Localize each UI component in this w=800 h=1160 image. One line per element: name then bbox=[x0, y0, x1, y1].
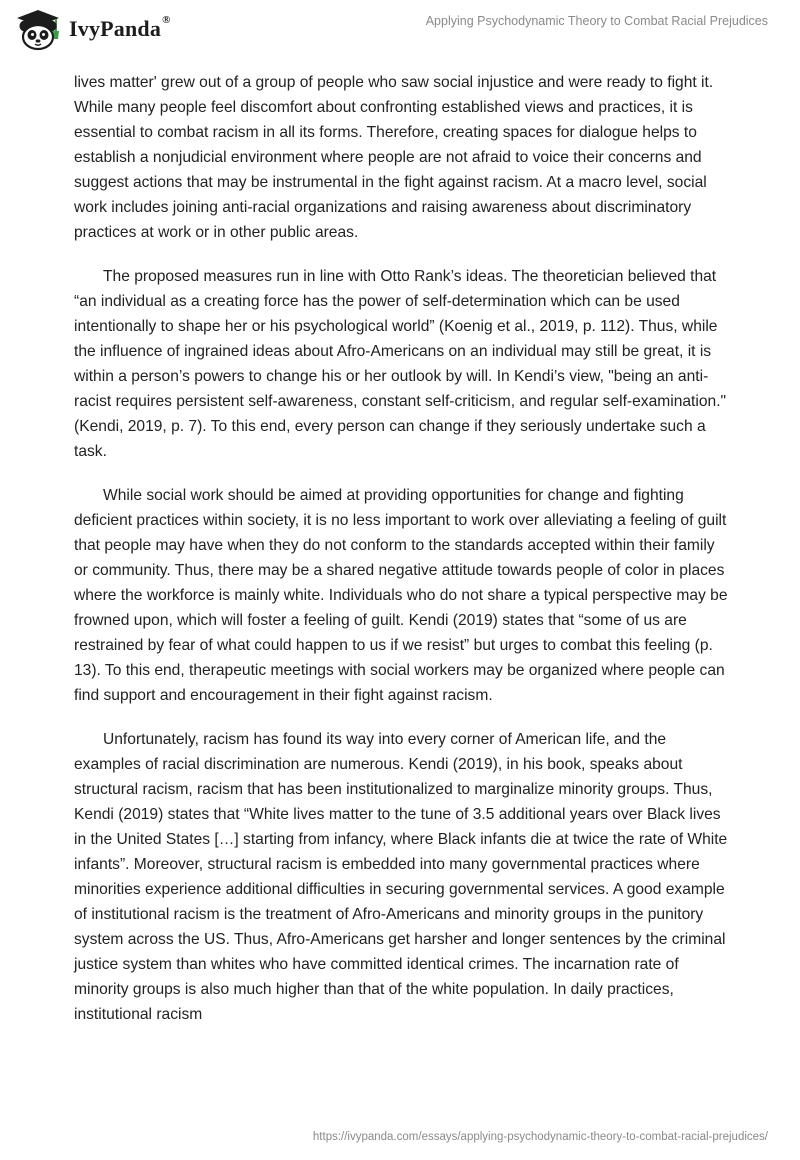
brand-name: IvyPanda® bbox=[69, 14, 171, 41]
logo[interactable] bbox=[14, 9, 171, 51]
footer-url[interactable]: https://ivypanda.com/essays/applying-psychodynamic-theory-to-combat-racial-prejudices/ bbox=[312, 1131, 768, 1143]
paragraph: While social work should be aimed at providing opportunities for change and fighting deficient practices within society, it is no less important to work over alleviating a feeling of guilt that people may have when they do not conform to the standards accepted within their family or community. Thus, there may be a shared negative attitude towards people of color in places where the workforce is mainly white. Individuals who do not share a typical perspective may be frowned upon, which will foster a feeling of guilt. Kendi (2019) states that “some of us are restrained by fear of what could happen to us if we resist” but urges to combat this feeling (p. 13). To this end, therapeutic meetings with social workers may be organized where people can find support and encouragement in their fight against racism. bbox=[74, 487, 728, 704]
document-title: Applying Psychodynamic Theory to Combat Racial Prejudices bbox=[425, 14, 768, 28]
panda-graduate-icon bbox=[14, 9, 62, 51]
paragraph: lives matter' grew out of a group of people who saw social injustice and were ready to fight it. While many people feel discomfort about confronting established views and practices, it is essential to combat racism in all its forms. Therefore, creating spaces for dialogue helps to establish a nonjudicial environment where people are not afraid to voice their concerns and suggest actions that may be instrumental in the fight against racism. At a macro level, social work includes joining anti-racial organizations and raising awareness about discriminatory practices at work or in other public areas. bbox=[74, 74, 714, 241]
page-header bbox=[0, 0, 800, 60]
paragraph: Unfortunately, racism has found its way into every corner of American life, and the examples of racial discrimination are numerous. Kendi (2019), in his book, speaks about structural racism, racism that has been institutionalized to marginalize minority groups. Thus, Kendi (2019) states that “White lives matter to the tune of 3.5 additional years over Black lives in the United States […] starting from infancy, where Black infants die at twice the rate of White infants”. Moreover, structural racism is embedded into many governmental practices where minorities experience additional difficulties in securing governmental services. A good example of institutional racism is the treatment of Afro-Americans and minority groups in the punitory system across the US. Thus, Afro-Americans get harsher and longer sentences by the criminal justice system than whites who have committed identical crimes. The incarnation rate of minority groups is also much higher than that of the white population. In daily practices, institutional racism bbox=[74, 731, 728, 1023]
paragraph: The proposed measures run in line with Otto Rank’s ideas. The theoretician believed that “an individual as a creating force has the power of self-determination which can be used intentionally to shape her or his psychological world” (Koenig et al., 2019, p. 112). Thus, while the influence of ingrained ideas about Afro-Americans on an individual may still be great, it is within a person’s powers to change his or her outlook by will. In Kendi’s view, "being an anti-racist requires persistent self-awareness, constant self-criticism, and regular self-examination." (Kendi, 2019, p. 7). To this end, every person can change if they seriously undertake such a task. bbox=[74, 268, 727, 460]
essay-body bbox=[74, 70, 730, 1046]
